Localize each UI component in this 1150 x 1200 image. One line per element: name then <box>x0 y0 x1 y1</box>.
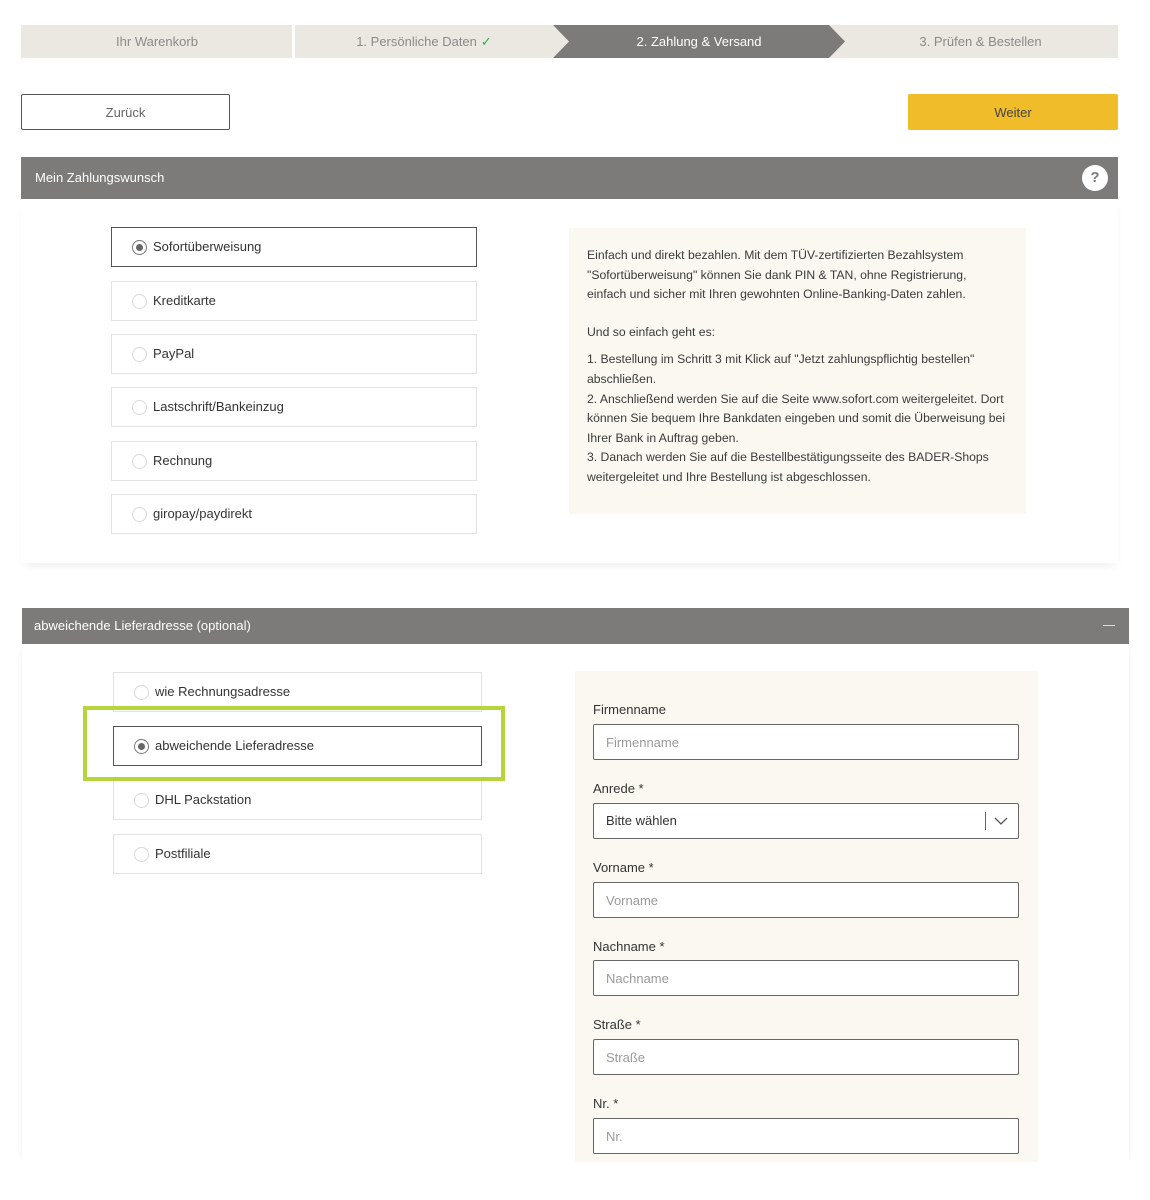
firstname-input[interactable] <box>593 882 1019 918</box>
step-personal-data[interactable] <box>293 25 555 58</box>
salutation-label: Anrede * <box>593 781 644 796</box>
payment-option-giropay[interactable] <box>111 494 477 534</box>
step-cart-label: Ihr Warenkorb <box>116 34 198 49</box>
delivery-option-label: Postfiliale <box>155 846 211 861</box>
delivery-option-label: abweichende Lieferadresse <box>155 738 314 753</box>
delivery-option-dhl-packstation[interactable] <box>113 780 482 820</box>
street-input[interactable] <box>593 1039 1019 1075</box>
radio-selected-icon[interactable] <box>132 240 147 255</box>
firstname-label: Vorname * <box>593 860 654 875</box>
number-label: Nr. * <box>593 1096 619 1111</box>
step-review-label: 3. Prüfen & Bestellen <box>919 34 1042 49</box>
street-label: Straße * <box>593 1017 641 1032</box>
radio-icon[interactable] <box>132 347 147 362</box>
radio-icon[interactable] <box>132 294 147 309</box>
chevron-down-icon[interactable] <box>992 812 1010 830</box>
radio-icon[interactable] <box>132 507 147 522</box>
payment-option-label: PayPal <box>153 346 195 361</box>
back-button[interactable]: Zurück <box>21 94 230 130</box>
next-button[interactable]: Weiter <box>908 94 1118 130</box>
payment-info-box <box>569 228 1026 514</box>
delivery-option-billing-address[interactable] <box>113 672 482 712</box>
delivery-section-title: abweichende Lieferadresse (optional) <box>34 618 251 633</box>
collapse-icon[interactable] <box>1103 625 1115 626</box>
radio-icon[interactable] <box>134 793 149 808</box>
company-label: Firmenname <box>593 702 666 717</box>
payment-option-creditcard[interactable] <box>111 281 477 321</box>
checkout-progress <box>21 25 1118 58</box>
salutation-value: Bitte wählen <box>606 813 677 828</box>
lastname-label: Nachname * <box>593 939 665 954</box>
radio-icon[interactable] <box>132 454 147 469</box>
payment-option-label: Kreditkarte <box>153 293 216 308</box>
payment-section-title: Mein Zahlungswunsch <box>35 170 165 185</box>
checkmark-icon: ✓ <box>480 34 492 49</box>
delivery-option-post-office[interactable] <box>113 834 482 874</box>
page-bottom <box>0 1162 1150 1200</box>
radio-icon[interactable] <box>134 847 149 862</box>
number-input[interactable] <box>593 1118 1019 1154</box>
payment-option-paypal[interactable] <box>111 334 477 374</box>
info-intro: Einfach und direkt bezahlen. Mit dem TÜV-zertifizierten Bezahlsystem "Sofortüberweisung" können Sie dank PIN & TAN, ohne Registrierung, einfach und sicher mit Ihren gewohnten Online-Banking-Daten zahlen. <box>587 248 967 302</box>
help-icon[interactable]: ? <box>1082 165 1108 191</box>
delivery-section-header[interactable] <box>22 608 1129 644</box>
payment-option-label: Sofortüberweisung <box>153 239 262 254</box>
step-payment-shipping <box>555 25 843 58</box>
payment-option-debit[interactable] <box>111 387 477 427</box>
delivery-option-label: wie Rechnungsadresse <box>155 684 291 699</box>
payment-option-invoice[interactable] <box>111 441 477 481</box>
lastname-input[interactable] <box>593 960 1019 996</box>
payment-option-label: giropay/paydirekt <box>153 506 252 521</box>
payment-option-label: Rechnung <box>153 453 213 468</box>
payment-option-label: Lastschrift/Bankeinzug <box>153 399 284 414</box>
info-howto: Und so einfach geht es: <box>587 324 716 339</box>
payment-section-header <box>21 157 1118 199</box>
step-payment-label: 2. Zahlung & Versand <box>636 34 762 49</box>
radio-selected-icon[interactable] <box>134 739 149 754</box>
step-cart[interactable] <box>21 25 293 58</box>
payment-option-sofort[interactable] <box>111 227 477 267</box>
info-step-1: 1. Bestellung im Schritt 3 mit Klick auf "Jetzt zahlungspflichtig bestellen" abschließen. <box>587 352 975 386</box>
info-step-2: 2. Anschließend werden Sie auf die Seite www.sofort.com weitergeleitet. Dort können Sie bequem Ihre Bankdaten eingeben und somit die Überweisung bei Ihrer Bank in Auftrag geben. <box>587 391 1006 445</box>
select-divider <box>985 812 986 830</box>
salutation-select[interactable] <box>593 803 1019 839</box>
info-step-3: 3. Danach werden Sie auf die Bestellbestätigungsseite des BADER-Shops weitergeleitet und Ihre Bestellung ist abgeschlossen. <box>587 450 989 484</box>
step-review-order <box>843 25 1118 58</box>
step-personal-label: 1. Persönliche Daten <box>356 34 477 49</box>
delivery-option-different-address[interactable] <box>113 726 482 766</box>
radio-icon[interactable] <box>132 400 147 415</box>
radio-icon[interactable] <box>134 685 149 700</box>
company-input[interactable] <box>593 724 1019 760</box>
delivery-option-label: DHL Packstation <box>155 792 252 807</box>
